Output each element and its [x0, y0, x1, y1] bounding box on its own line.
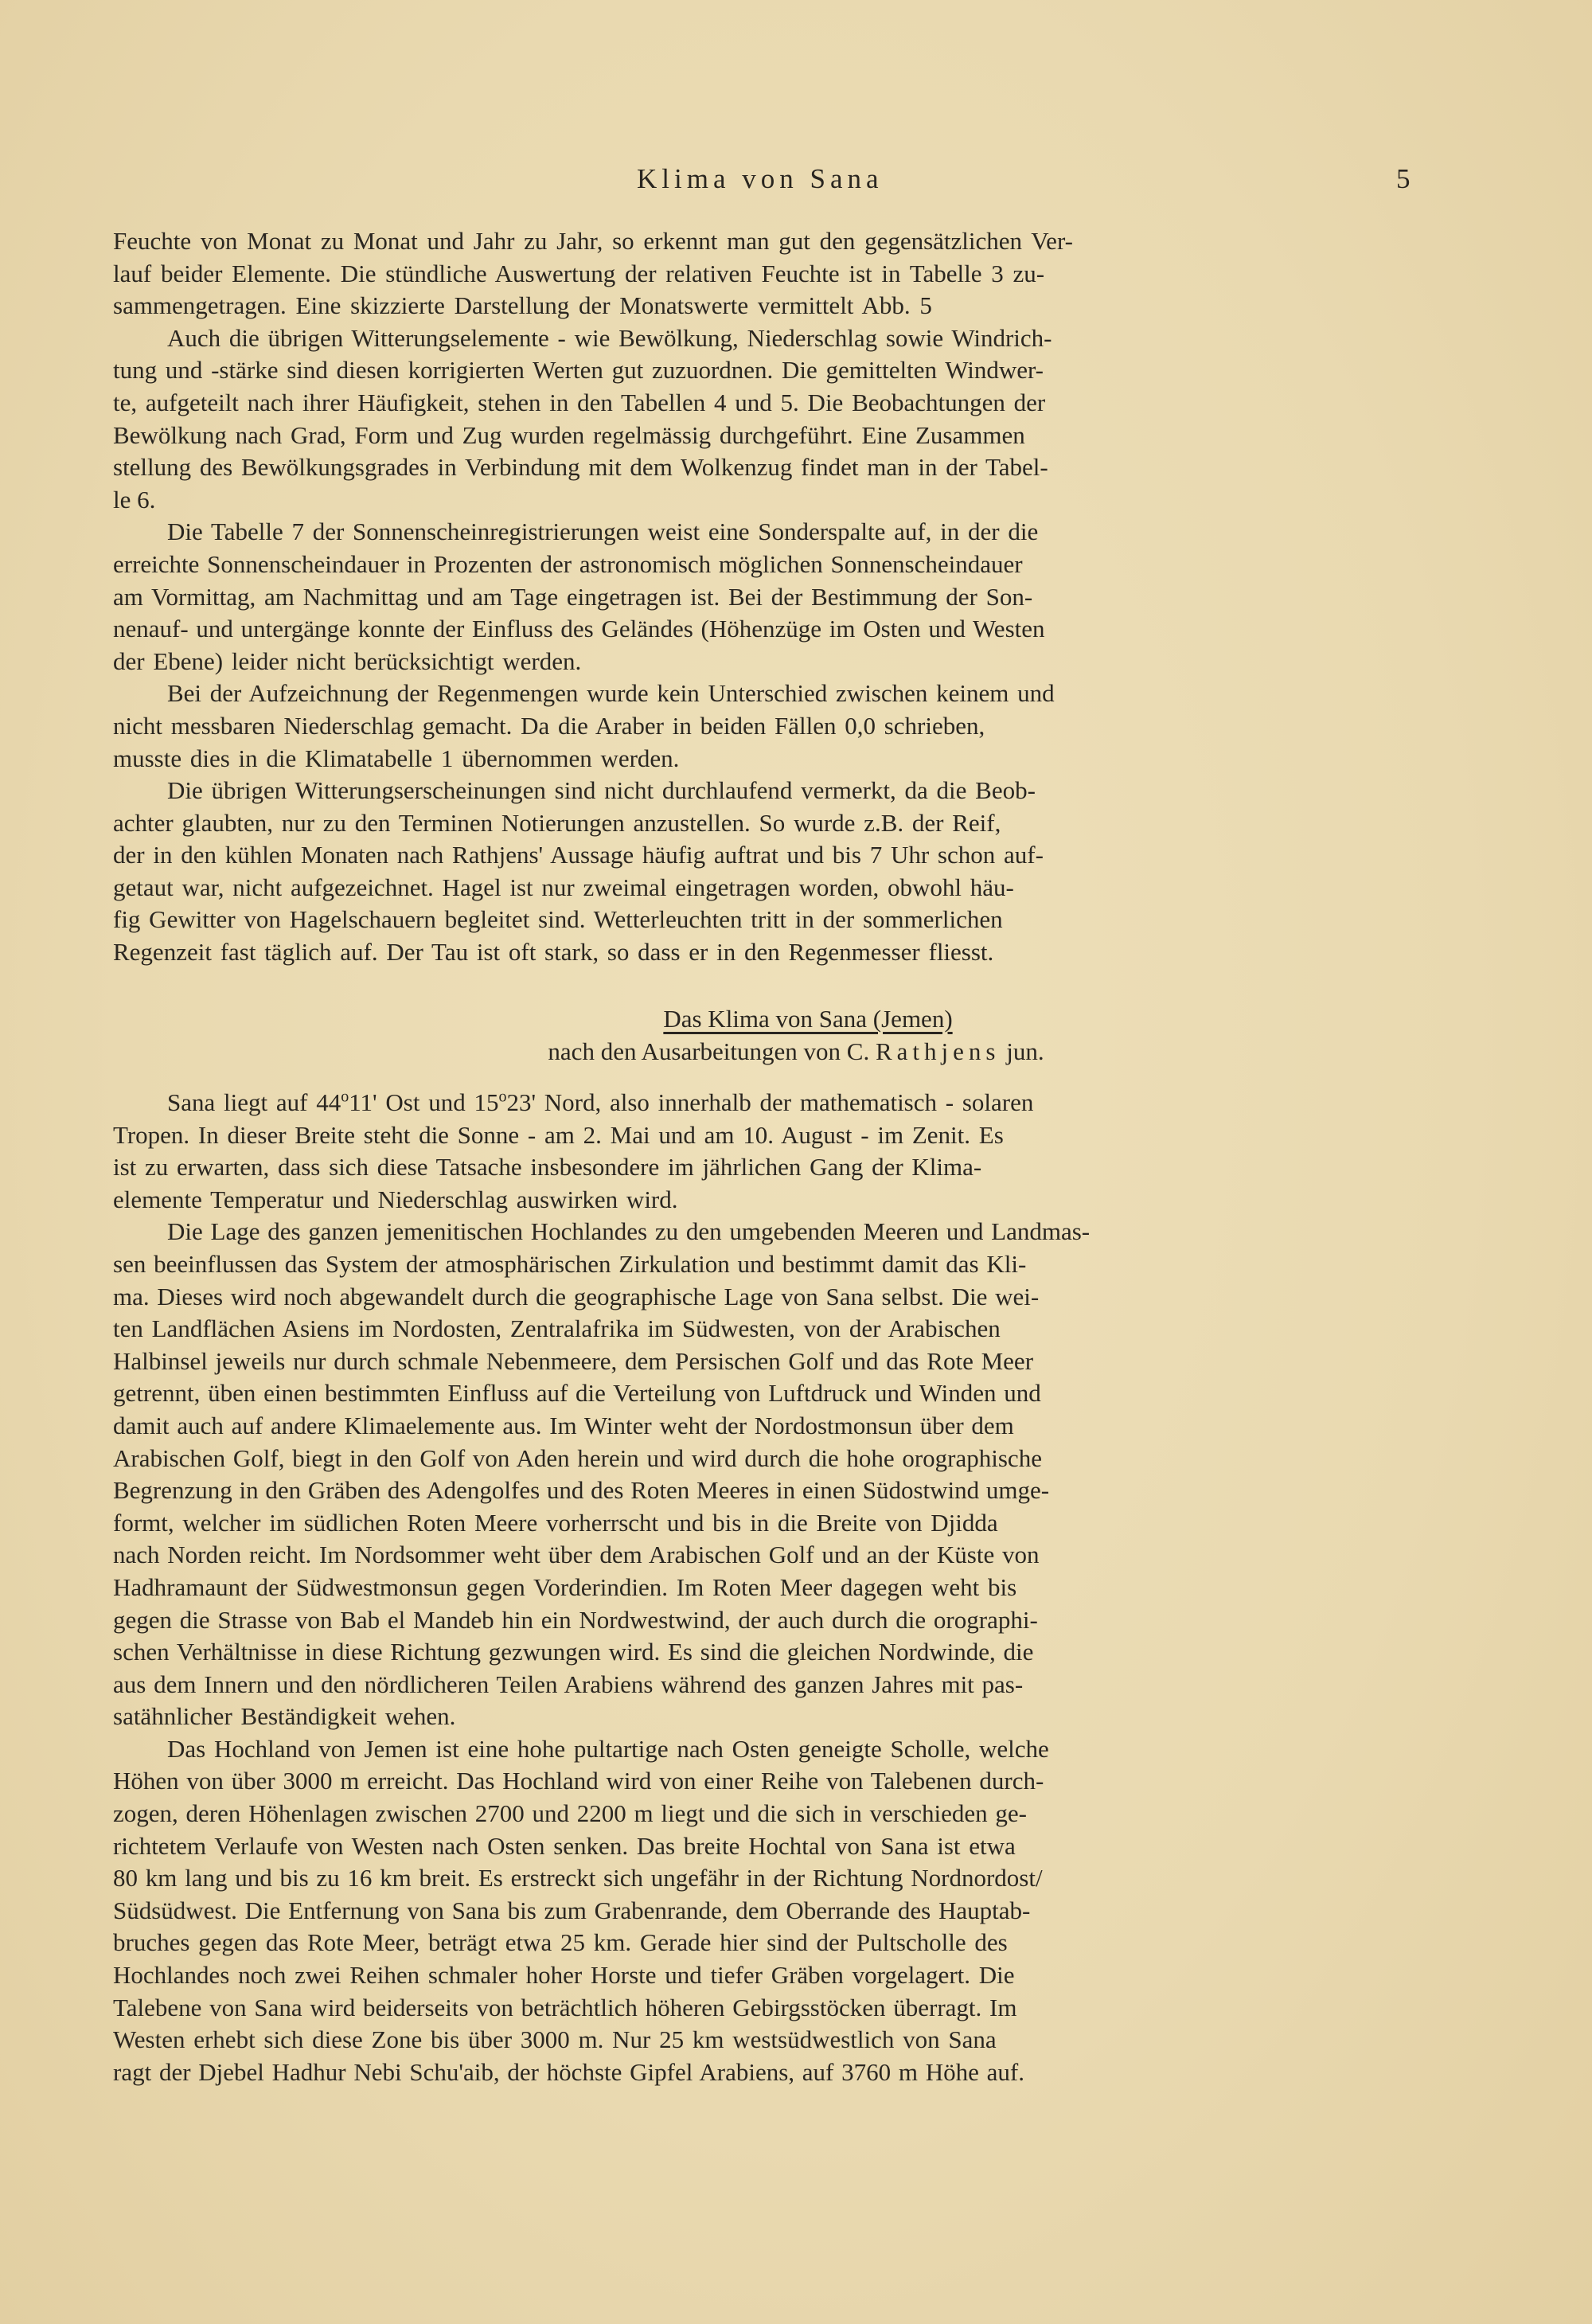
page-number: 5 — [1396, 163, 1411, 194]
paragraph-block-climate — [113, 1087, 1450, 2088]
coords-prefix: Sana liegt auf 44 — [167, 1088, 341, 1116]
text-line: Begrenzung in den Gräben des Adengolfes und des Roten Meeres in einen Südostwind umge- — [113, 1476, 1050, 1505]
coords-lon: 11' Ost und 15 — [349, 1088, 499, 1116]
text-line: 80 km lang und bis zu 16 km breit. Es erstreckt sich ungefähr in der Richtung Nordnordost/ — [113, 1864, 1043, 1892]
text-line: bruches gegen das Rote Meer, beträgt etwa 25 km. Gerade hier sind der Pultscholle des — [113, 1928, 1008, 1957]
text-line: nenauf- und untergänge konnte der Einfluss des Geländes (Höhenzüge im Osten und Westen — [113, 615, 1045, 643]
text-line: Bewölkung nach Grad, Form und Zug wurden regelmässig durchgeführt. Eine Zusammen — [113, 420, 1025, 449]
subtitle-suffix: jun. — [1006, 1037, 1044, 1065]
paragraph-block-intro — [113, 225, 1450, 969]
text-line: ten Landflächen Asiens im Nordosten, Zentralafrika im Südwesten, von der Arabischen — [113, 1314, 1001, 1343]
text-line: Tropen. In dieser Breite steht die Sonne - am 2. Mai und am 10. August - im Zenit. Es — [113, 1120, 1004, 1149]
text-line: richtetem Verlaufe von Westen nach Osten senken. Das breite Hochtal von Sana ist etwa — [113, 1831, 1016, 1860]
text-line: zogen, deren Höhenlagen zwischen 2700 und 2200 m liegt und die sich in verschieden ge- — [113, 1799, 1027, 1828]
text-line: der in den kühlen Monaten nach Rathjens' Aussage häufig auftrat und bis 7 Uhr schon auf- — [113, 841, 1044, 869]
section-title-text: Das Klima von Sana (Jemen) — [663, 1005, 953, 1033]
author-name: Rathjens — [875, 1037, 1001, 1065]
text-line: Die Lage des ganzen jemenitischen Hochlandes zu den umgebenden Meeren und Landmas- — [167, 1217, 1091, 1246]
text-line: gegen die Strasse von Bab el Mandeb hin ein Nordwestwind, der auch durch die orographi- — [113, 1605, 1038, 1634]
degree-mark: o — [498, 1088, 507, 1106]
text-line: lauf beider Elemente. Die stündliche Auswertung der relativen Feuchte ist in Tabelle 3 zu- — [113, 259, 1045, 287]
text-line: Regenzeit fast täglich auf. Der Tau ist oft stark, so dass er in den Regenmesser fliesst. — [113, 938, 994, 967]
degree-mark: o — [341, 1088, 349, 1106]
text-line: fig Gewitter von Hagelschauern begleitet sind. Wetterleuchten tritt in der sommerlichen — [113, 905, 1003, 934]
text-line: musste dies in die Klimatabelle 1 übernommen werden. — [113, 744, 680, 772]
text-line: Arabischen Golf, biegt in den Golf von Aden herein und wird durch die hohe orographische — [113, 1443, 1042, 1472]
text-line: Feuchte von Monat zu Monat und Jahr zu Jahr, so erkennt man gut den gegensätzlichen Ver- — [113, 227, 1073, 255]
text-line: nicht messbaren Niederschlag gemacht. Da die Araber in beiden Fällen 0,0 schrieben, — [113, 711, 985, 740]
text-line: erreichte Sonnenscheindauer in Prozenten der astronomisch möglichen Sonnenscheindauer — [113, 549, 1023, 578]
text-line: Höhen von über 3000 m erreicht. Das Hochland wird von einer Reihe von Talebenen durch- — [113, 1767, 1044, 1795]
running-header — [0, 163, 1592, 199]
text-line: satähnlicher Beständigkeit wehen. — [113, 1702, 456, 1731]
text-line: sammengetragen. Eine skizzierte Darstellung der Monatswerte vermittelt Abb. 5 — [113, 291, 932, 320]
text-line: ma. Dieses wird noch abgewandelt durch die geographische Lage von Sana selbst. Die wei- — [113, 1282, 1040, 1310]
section-subtitle — [0, 1035, 1592, 1068]
running-title: Klima von Sana — [637, 163, 884, 194]
text-line: ragt der Djebel Hadhur Nebi Schu'aib, der höchste Gipfel Arabiens, auf 3760 m Höhe auf. — [113, 2057, 1024, 2086]
text-line: le 6. — [113, 485, 156, 514]
text-line: Das Hochland von Jemen ist eine hohe pultartige nach Osten geneigte Scholle, welche — [167, 1734, 1049, 1763]
text-line: am Vormittag, am Nachmittag und am Tage eingetragen ist. Bei der Bestimmung der Son- — [113, 582, 1033, 611]
text-line: stellung des Bewölkungsgrades in Verbindung mit dem Wolkenzug findet man in der Tabel- — [113, 453, 1048, 482]
text-line: achter glaubten, nur zu den Terminen Notierungen anzustellen. So wurde z.B. der Reif, — [113, 808, 1001, 837]
text-line: te, aufgeteilt nach ihrer Häufigkeit, stehen in den Tabellen 4 und 5. Die Beobachtungen der — [113, 388, 1046, 416]
text-line: Hadhramaunt der Südwestmonsun gegen Vorderindien. Im Roten Meer dagegen weht bis — [113, 1572, 1017, 1601]
text-line: Talebene von Sana wird beiderseits von beträchtlich höheren Gebirgsstöcken überragt. Im — [113, 1993, 1017, 2021]
text-line: Südsüdwest. Die Entfernung von Sana bis zum Grabenrande, dem Oberrande des Hauptab- — [113, 1896, 1031, 1924]
section-heading — [0, 1002, 1592, 1068]
text-line: getrennt, üben einen bestimmten Einfluss auf die Verteilung von Luftdruck und Winden und — [113, 1379, 1041, 1408]
text-line: schen Verhältnisse in diese Richtung gezwungen wird. Es sind die gleichen Nordwinde, die — [113, 1638, 1034, 1666]
text-line: damit auch auf andere Klimaelemente aus. Im Winter weht der Nordostmonsun über dem — [113, 1411, 1014, 1439]
text-line: getaut war, nicht aufgezeichnet. Hagel ist nur zweimal eingetragen worden, obwohl häu- — [113, 873, 1014, 901]
text-line: elemente Temperatur und Niederschlag auswirken wird. — [113, 1185, 678, 1213]
text-line: sen beeinflussen das System der atmosphärischen Zirkulation und bestimmt damit das Kli- — [113, 1249, 1027, 1278]
text-line: Westen erhebt sich diese Zone bis über 3000 m. Nur 25 km westsüdwestlich von Sana — [113, 2025, 997, 2054]
text-line: Hochlandes noch zwei Reihen schmaler hoher Horste und tiefer Gräben vorgelagert. Die — [113, 1961, 1015, 1990]
text-line: aus dem Innern und den nördlicheren Teilen Arabiens während des ganzen Jahres mit pas- — [113, 1670, 1024, 1698]
text-line: Halbinsel jeweils nur durch schmale Nebenmeere, dem Persischen Golf und das Rote Meer — [113, 1346, 1034, 1375]
section-title — [0, 1002, 1592, 1035]
text-line: Die Tabelle 7 der Sonnenscheinregistrierungen weist eine Sonderspalte auf, in der die — [167, 518, 1039, 546]
text-line: nach Norden reicht. Im Nordsommer weht über dem Arabischen Golf und an der Küste von — [113, 1541, 1040, 1569]
text-line: Die übrigen Witterungserscheinungen sind nicht durchlaufend vermerkt, da die Beob- — [167, 776, 1036, 805]
text-line: der Ebene) leider nicht berücksichtigt werden. — [113, 646, 582, 675]
text-line: tung und -stärke sind diesen korrigierten Werten gut zuzuordnen. Die gemittelten Windwer- — [113, 356, 1044, 385]
text-line-coordinates — [113, 1087, 1450, 1119]
text-line: ist zu erwarten, dass sich diese Tatsache insbesondere im jährlichen Gang der Klima- — [113, 1153, 982, 1182]
text-line: Auch die übrigen Witterungselemente - wie Bewölkung, Niederschlag sowie Windrich- — [167, 323, 1052, 352]
text-line: Bei der Aufzeichnung der Regenmengen wurde kein Unterschied zwischen keinem und — [167, 679, 1055, 708]
coords-lat: 23' Nord, also innerhalb der mathematisch - solaren — [506, 1088, 1034, 1116]
subtitle-prefix: nach den Ausarbeitungen von C. — [548, 1037, 870, 1065]
text-line: formt, welcher im südlichen Roten Meere vorherrscht und bis in die Breite von Djidda — [113, 1508, 998, 1537]
